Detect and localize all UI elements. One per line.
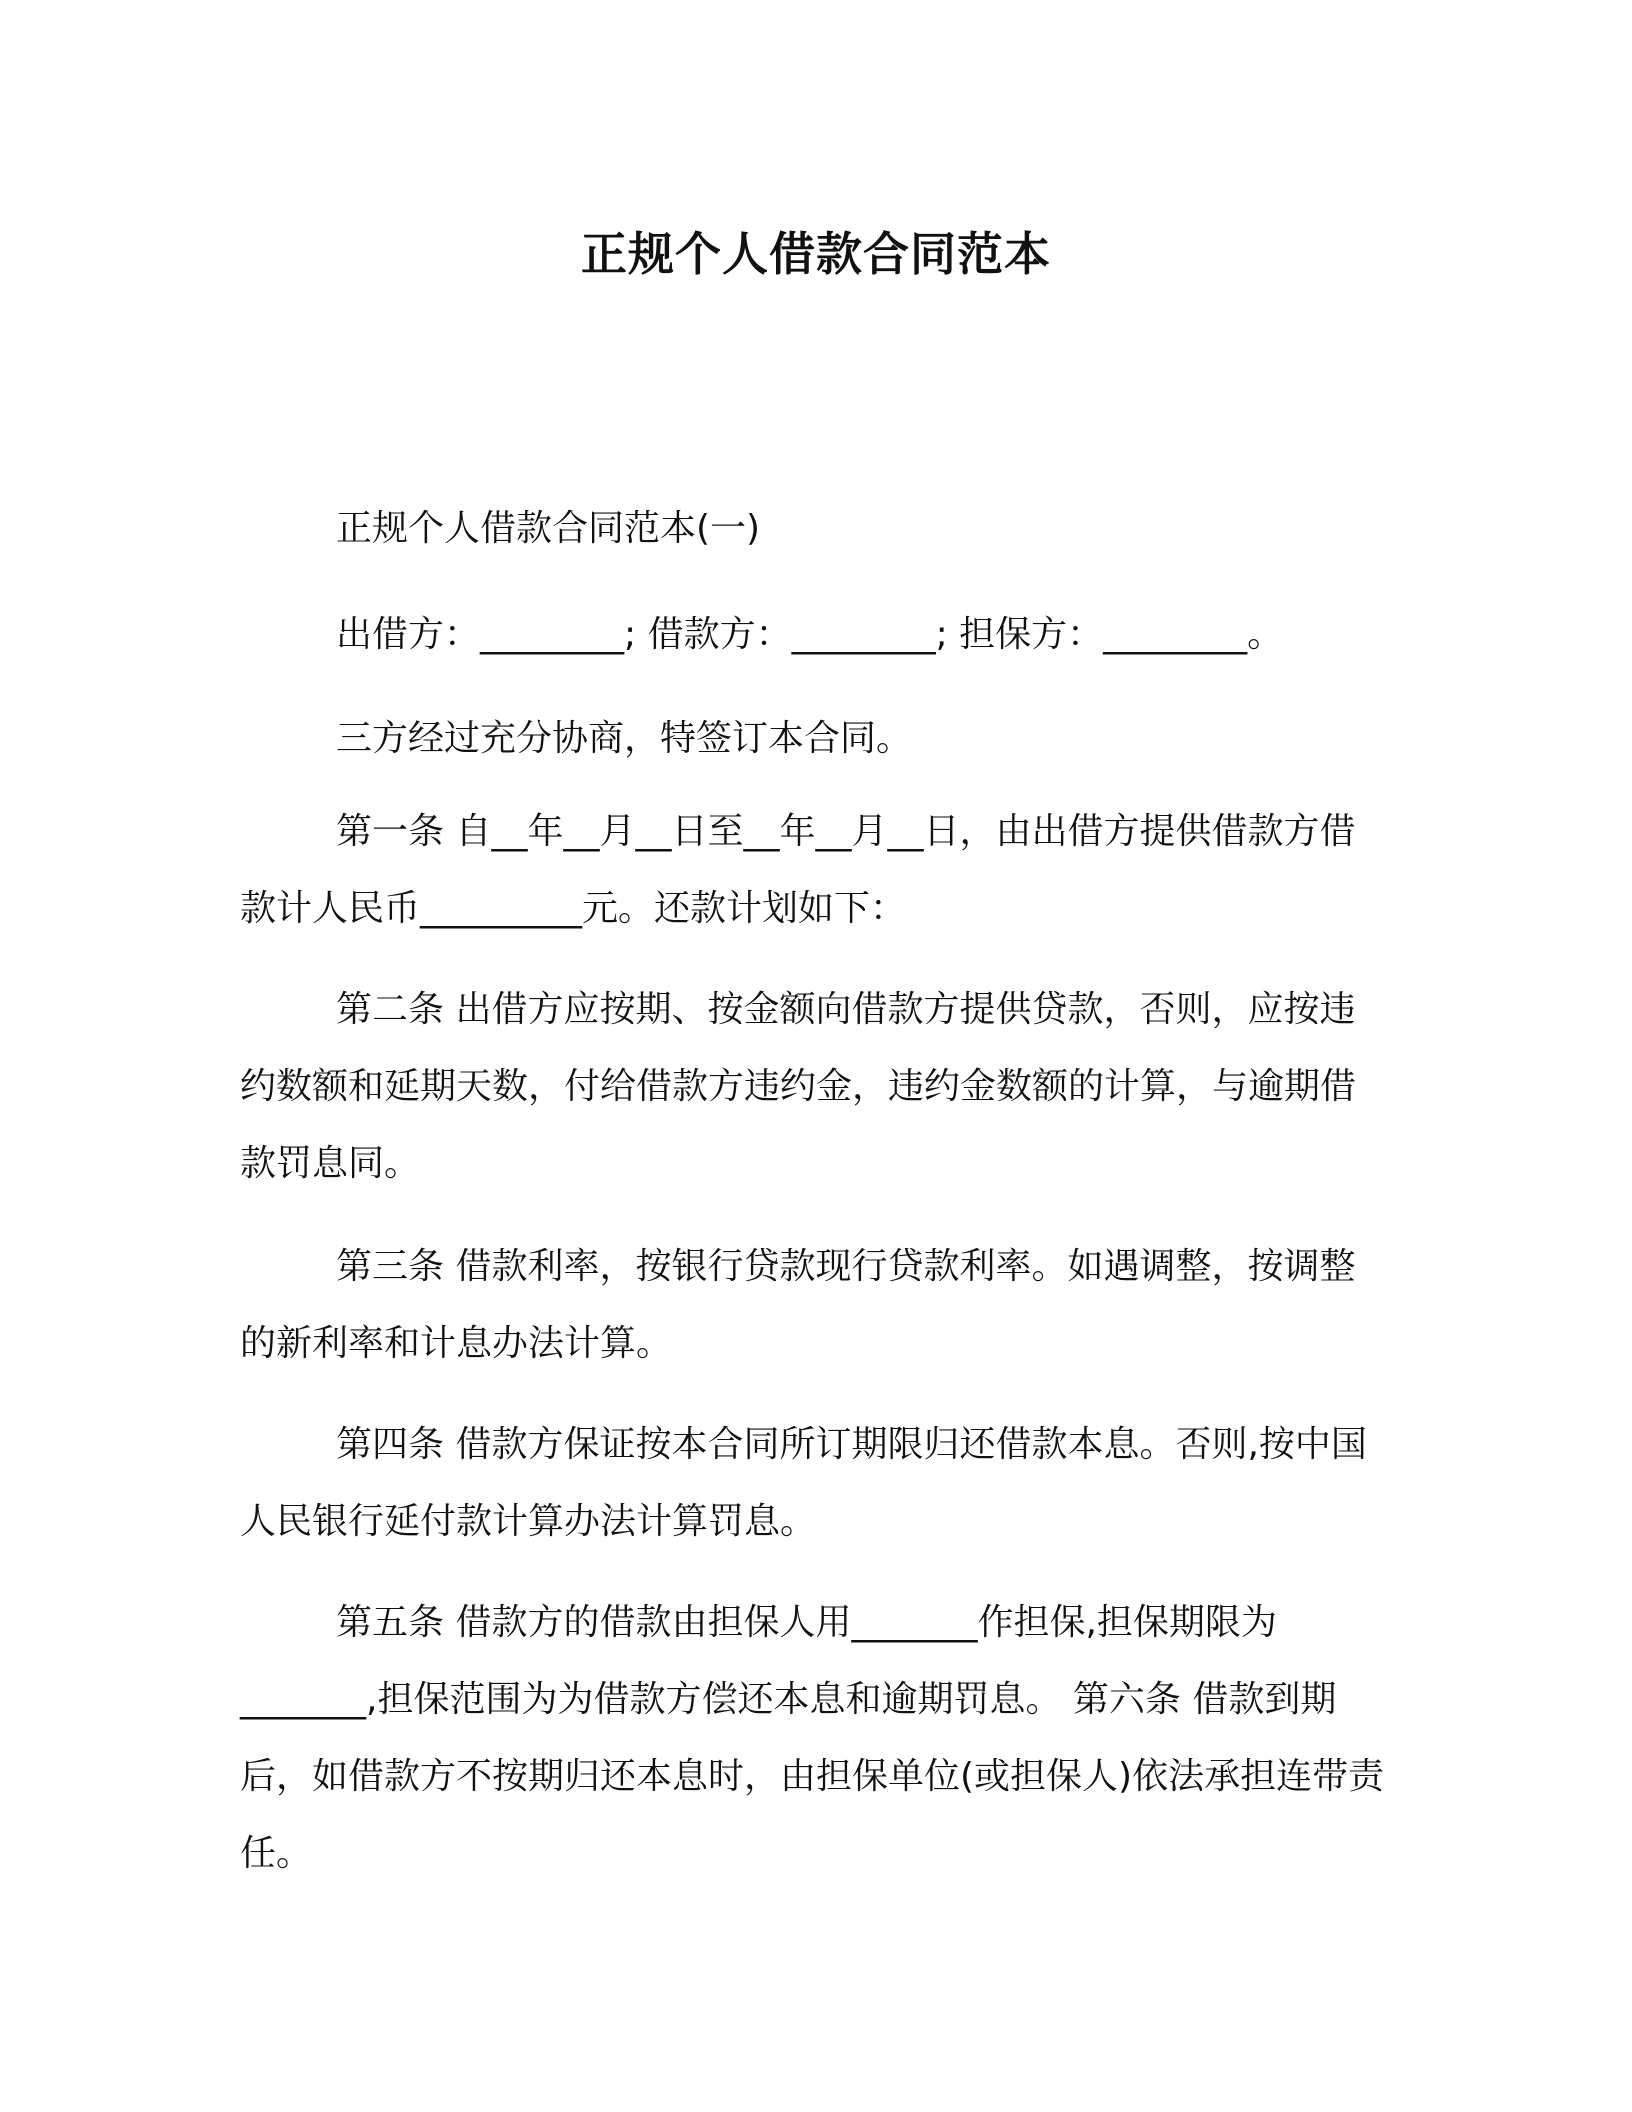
article-5-6: 第五条 借款方的借款由担保人用_______作担保,担保期限为_______,担保范围为为借款方偿还本息和逾期罚息。 第六条 借款到期后，如借款方不按期归还本息时，由担保单位(或担保人)依法承担连带责任。	[240, 1602, 1385, 1874]
preamble: 三方经过充分协商，特签订本合同。	[336, 718, 913, 759]
parties-line: 出借方：________; 借款方：________; 担保方：________。	[336, 614, 1284, 655]
article-3: 第三条 借款利率，按银行贷款现行贷款利率。如遇调整，按调整的新利率和计息办法计算。	[240, 1246, 1356, 1364]
article-2: 第二条 出借方应按期、按金额向借款方提供贷款，否则，应按违约数额和延期天数，付给借款方违约金，违约金数额的计算，与逾期借款罚息同。	[240, 989, 1357, 1184]
article-1: 第一条 自__年__月__日至__年__月__日，由出借方提供借款方借款计人民币_________元。还款计划如下：	[240, 811, 1356, 929]
article-4: 第四条 借款方保证按本合同所订期限归还借款本息。否则,按中国人民银行延付款计算办法计算罚息。	[240, 1424, 1367, 1542]
subtitle: 正规个人借款合同范本(一)	[336, 508, 761, 549]
document-title: 正规个人借款合同范本	[581, 227, 1051, 281]
